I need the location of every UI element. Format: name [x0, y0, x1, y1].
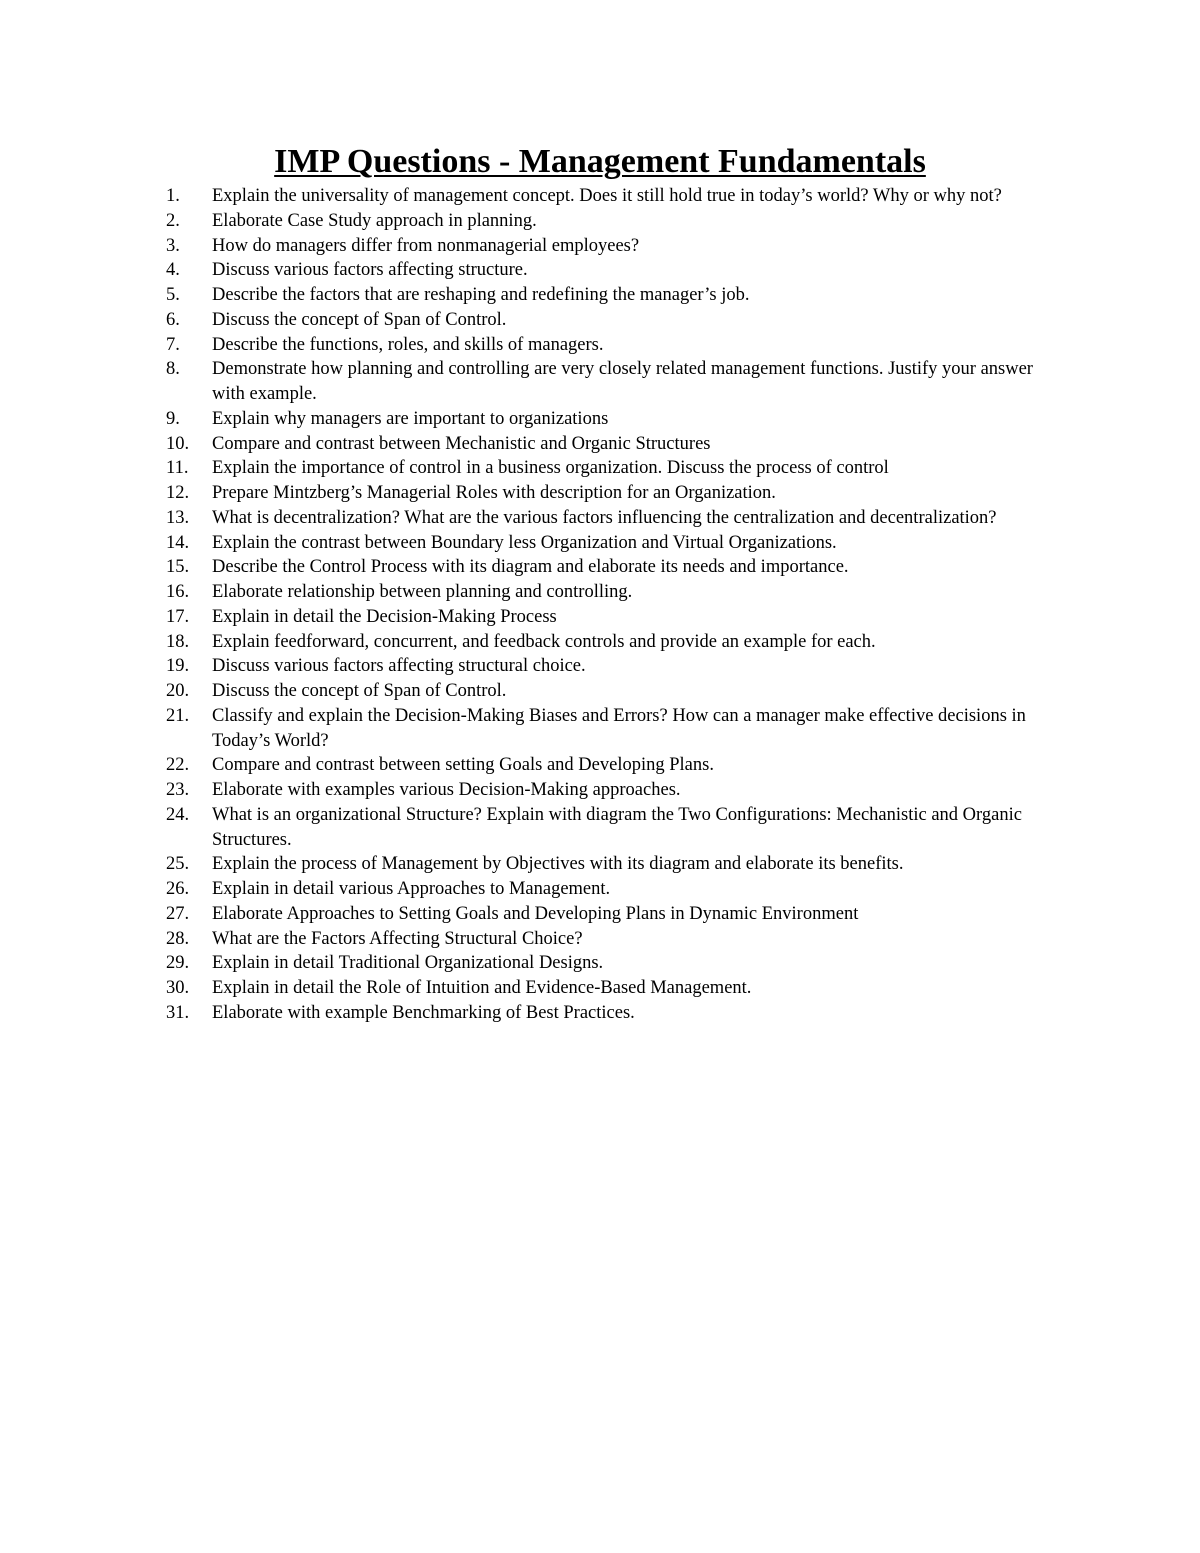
question-text: Elaborate Approaches to Setting Goals and Developing Plans in Dynamic Environment [212, 903, 859, 924]
question-number: 3. [166, 235, 180, 256]
question-text: Explain the process of Management by Objectives with its diagram and elaborate its benefits. [212, 854, 904, 875]
question-text: Prepare Mintzberg’s Managerial Roles with description for an Organization. [212, 483, 776, 503]
question-number: 22. [166, 755, 190, 776]
question-item [166, 753, 1066, 778]
question-number: 6. [166, 309, 180, 330]
question-item [166, 357, 1066, 407]
question-text: What is an organizational Structure? Explain with diagram the Two Configurations: Mechanistic and Organic Structures. [212, 804, 1022, 850]
question-text: Explain in detail the Role of Intuition and Evidence-Based Management. [212, 978, 752, 998]
question-item [166, 258, 1066, 283]
question-text: Compare and contrast between Mechanistic and Organic Structures [212, 433, 711, 454]
question-number: 16. [166, 582, 190, 602]
question-item [166, 481, 1066, 506]
question-text: Explain why managers are important to organizations [212, 408, 609, 429]
question-item [166, 803, 1066, 853]
question-number: 29. [166, 953, 190, 974]
question-number: 5. [166, 285, 180, 305]
question-number: 20. [166, 681, 190, 701]
question-number: 26. [166, 879, 190, 899]
question-number: 7. [166, 334, 180, 355]
question-text: Explain the universality of management concept. Does it still hold true in today’s world? Why or why not? [212, 186, 1002, 206]
document-title: IMP Questions - Management Fundamentals [274, 143, 926, 180]
question-text: Discuss various factors affecting structural choice. [212, 656, 586, 677]
question-number: 12. [166, 483, 190, 503]
question-text: Elaborate relationship between planning and controlling. [212, 582, 633, 602]
question-item [166, 209, 1066, 234]
question-item [166, 654, 1066, 679]
question-number: 11. [166, 458, 189, 479]
question-item [166, 506, 1066, 531]
question-number: 21. [166, 705, 190, 726]
question-item [166, 283, 1066, 308]
question-text: Explain in detail the Decision-Making Process [212, 606, 557, 627]
question-text: Describe the factors that are reshaping and redefining the manager’s job. [212, 285, 750, 305]
question-item [166, 679, 1066, 704]
question-text: Explain the contrast between Boundary less Organization and Virtual Organizations. [212, 532, 837, 553]
question-text: Discuss the concept of Span of Control. [212, 309, 507, 330]
question-number: 10. [166, 433, 190, 454]
question-text: Discuss various factors affecting structure. [212, 260, 528, 281]
question-item [166, 704, 1066, 754]
question-text: Discuss the concept of Span of Control. [212, 681, 507, 701]
question-number: 4. [166, 260, 180, 281]
question-number: 17. [166, 606, 190, 627]
question-number: 18. [166, 631, 190, 652]
question-number: 14. [166, 532, 190, 553]
question-text: Elaborate Case Study approach in planning. [212, 210, 537, 231]
question-item [166, 456, 1066, 481]
question-text: How do managers differ from nonmanagerial employees? [212, 235, 640, 256]
question-number: 1. [166, 186, 180, 206]
question-text: Explain feedforward, concurrent, and feedback controls and provide an example for each. [212, 631, 876, 652]
question-item [166, 580, 1066, 605]
question-item [166, 333, 1066, 358]
question-item [166, 902, 1066, 927]
question-text: Describe the Control Process with its diagram and elaborate its needs and importance. [212, 557, 849, 578]
question-number: 28. [166, 928, 190, 949]
question-number: 23. [166, 780, 190, 800]
question-item [166, 407, 1066, 432]
question-item [166, 852, 1066, 877]
question-item [166, 951, 1066, 976]
question-number: 30. [166, 978, 190, 998]
question-text: Compare and contrast between setting Goals and Developing Plans. [212, 755, 714, 776]
question-item [166, 605, 1066, 630]
question-number: 8. [166, 359, 180, 380]
question-item [166, 531, 1066, 556]
question-number: 31. [166, 1002, 190, 1023]
question-number: 19. [166, 656, 190, 677]
question-text: Elaborate with example Benchmarking of Best Practices. [212, 1002, 635, 1023]
question-text: Elaborate with examples various Decision-Making approaches. [212, 780, 681, 800]
question-item [166, 432, 1066, 457]
question-list [166, 184, 1066, 1026]
question-number: 24. [166, 804, 190, 825]
question-text: Explain in detail various Approaches to Management. [212, 879, 611, 899]
question-item [166, 1001, 1066, 1026]
question-text: Describe the functions, roles, and skills of managers. [212, 334, 604, 355]
question-item [166, 184, 1066, 209]
question-text: What are the Factors Affecting Structural Choice? [212, 928, 583, 949]
question-text: What is decentralization? What are the various factors influencing the centralization and decentralization? [212, 507, 997, 528]
question-text: Demonstrate how planning and controlling are very closely related management functions. Justify your answer with example. [212, 359, 1033, 404]
question-text: Explain the importance of control in a business organization. Discuss the process of control [212, 458, 889, 479]
question-item [166, 877, 1066, 902]
question-number: 27. [166, 903, 190, 924]
question-text: Explain in detail Traditional Organizational Designs. [212, 953, 604, 974]
question-number: 15. [166, 557, 190, 578]
question-number: 25. [166, 854, 190, 875]
question-number: 2. [166, 210, 180, 231]
question-item [166, 630, 1066, 655]
question-number: 13. [166, 507, 190, 528]
question-number: 9. [166, 408, 180, 429]
question-item [166, 555, 1066, 580]
question-item [166, 927, 1066, 952]
question-item [166, 976, 1066, 1001]
question-item [166, 778, 1066, 803]
question-text: Classify and explain the Decision-Making Biases and Errors? How can a manager make effective decisions in Today’s World? [212, 705, 1026, 751]
question-item [166, 308, 1066, 333]
question-item [166, 234, 1066, 259]
